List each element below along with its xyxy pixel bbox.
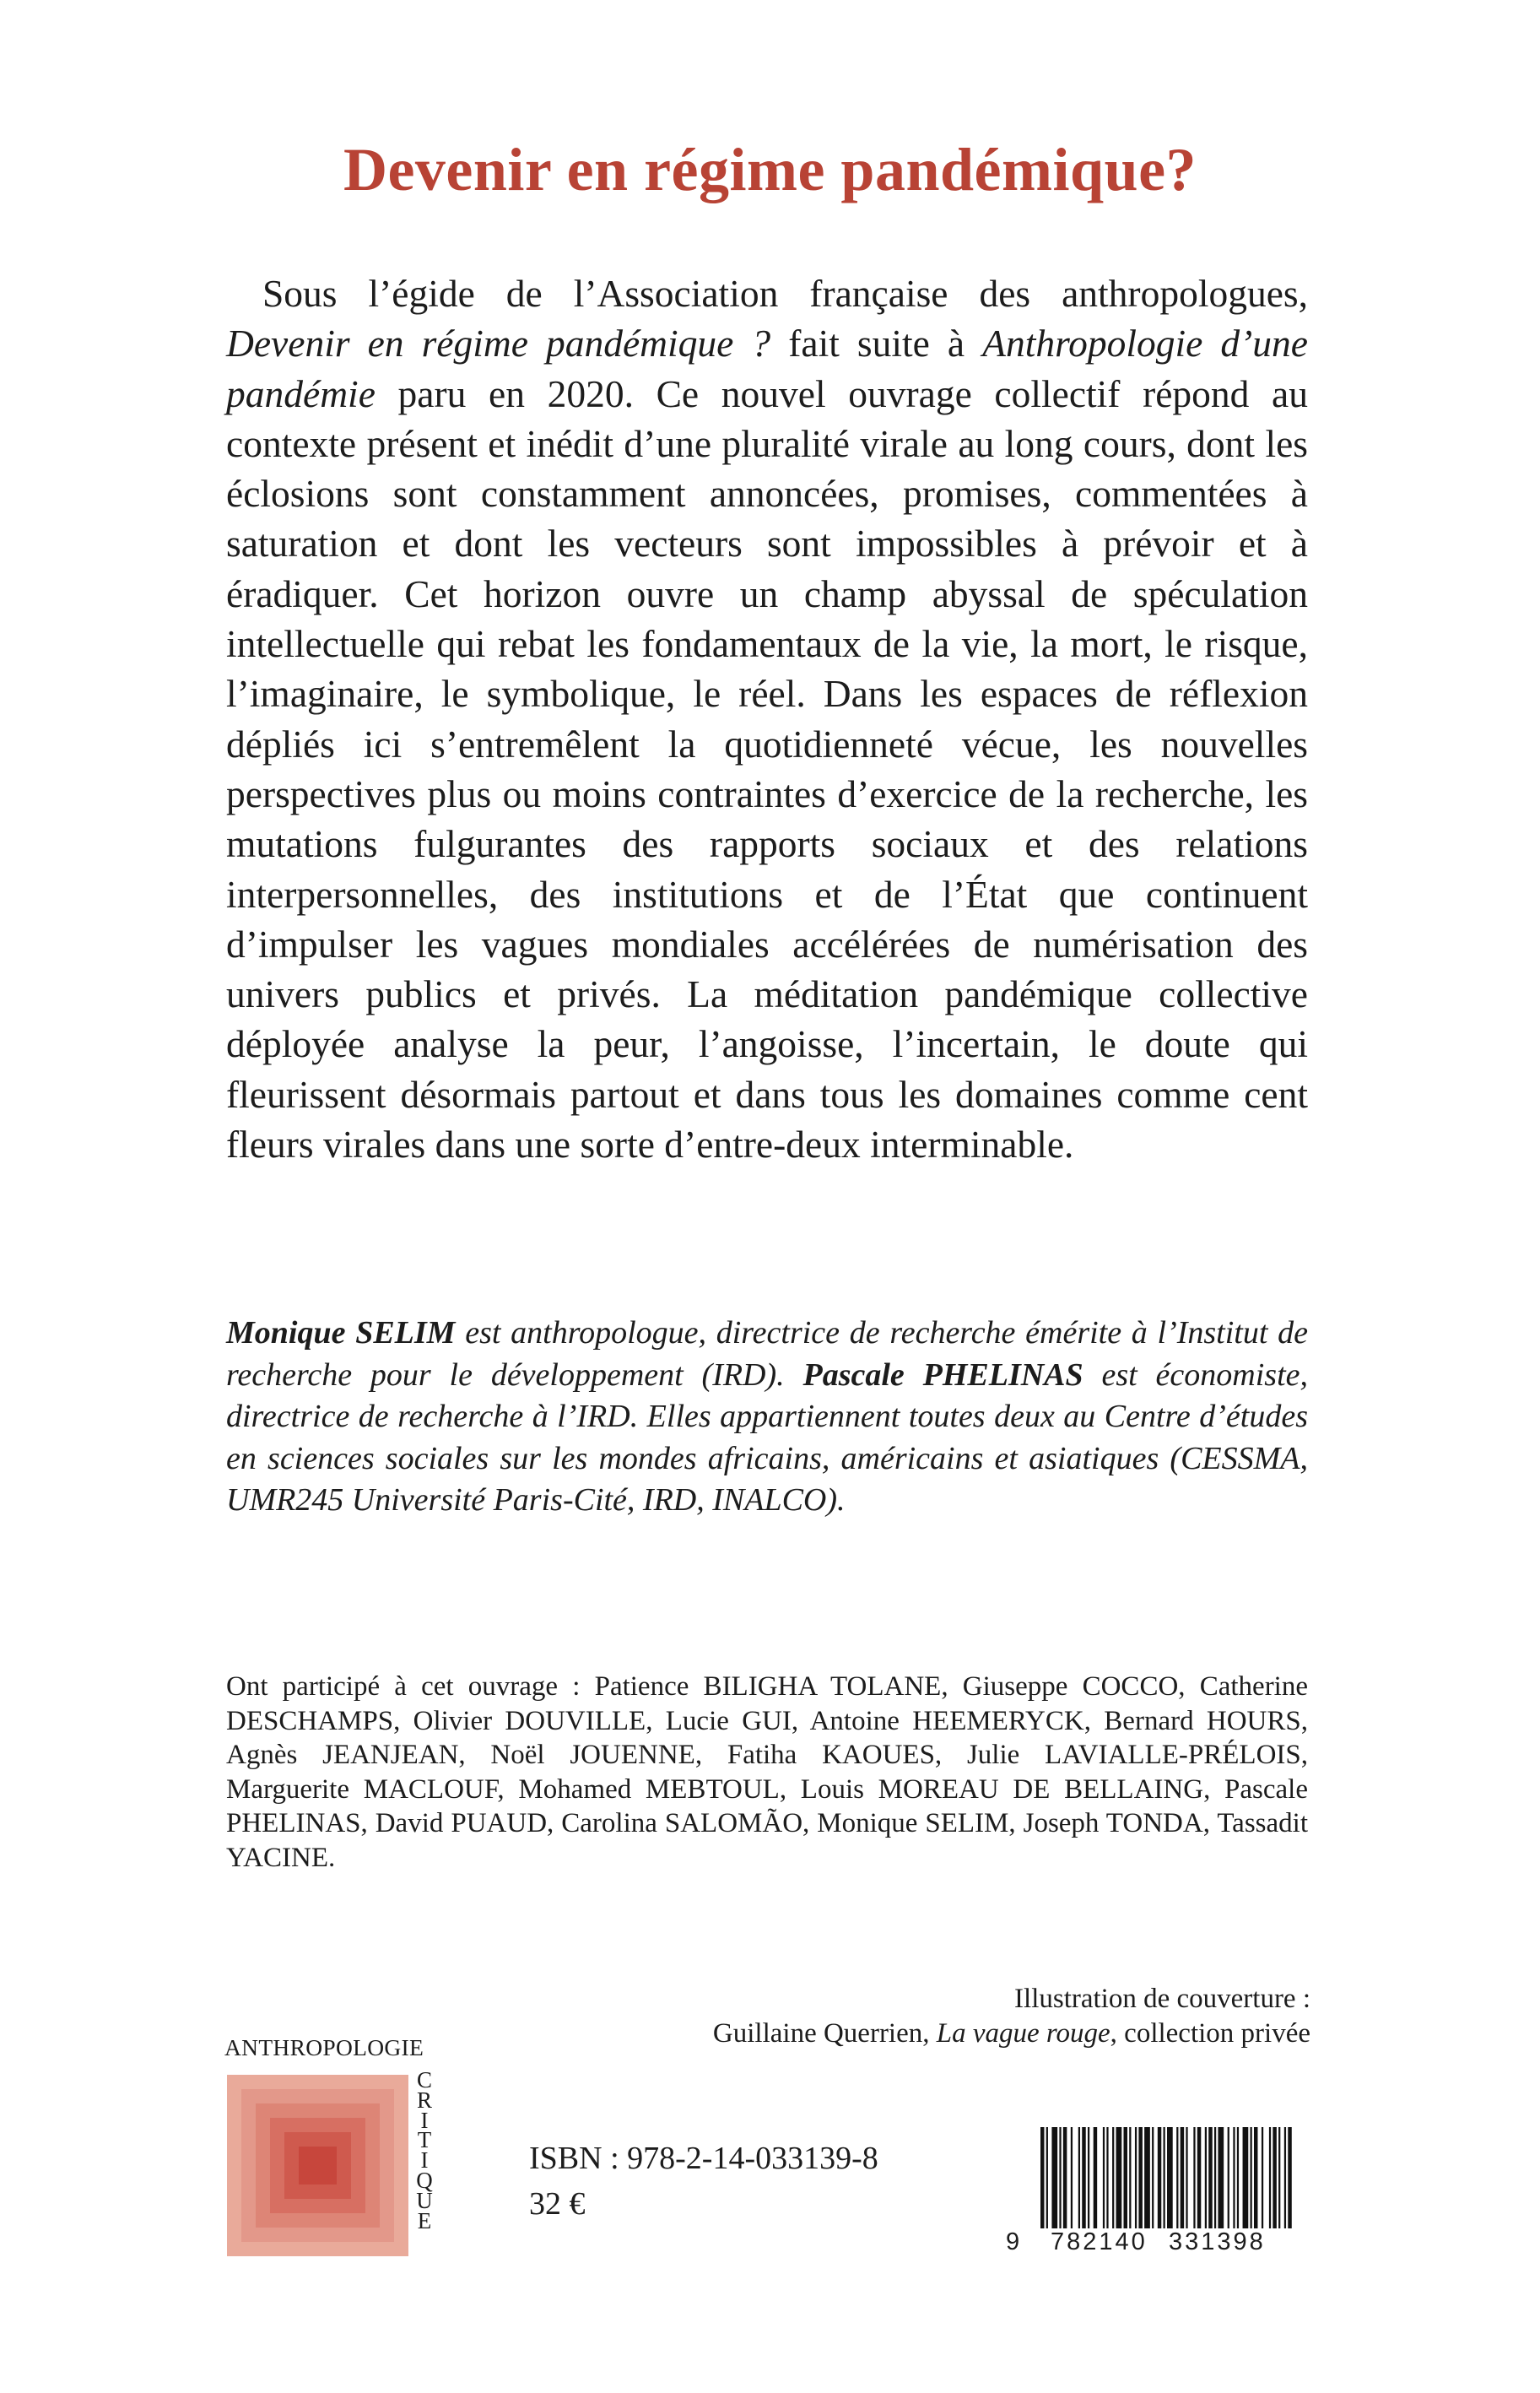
barcode-bar-18 (1138, 2127, 1142, 2228)
barcode-bar-24 (1176, 2127, 1178, 2228)
isbn-price-block (529, 2136, 878, 2227)
barcode-bar-31 (1214, 2127, 1216, 2228)
collection-label: ANTHROPOLOGIE (224, 2034, 424, 2060)
barcode-bar-37 (1251, 2127, 1252, 2228)
barcode-bar-34 (1233, 2127, 1235, 2228)
barcode (987, 2102, 1308, 2262)
author-bio-2: est économiste, directrice de recherche à l’IRD. Elles appartiennent toutes deux au Centre d’études en sciences sociales sur les mondes africains, américains et asiatiques (CESSMA, UMR245 Université Paris-Cité, IRD, INALCO). (226, 1356, 1309, 1518)
barcode-bar-21 (1158, 2127, 1161, 2228)
barcode-bar-1 (1040, 2127, 1044, 2228)
cover-illustration-credit (713, 1982, 1310, 2051)
critique-letter-3: I (420, 2107, 429, 2133)
barcode-bar-3 (1051, 2127, 1057, 2228)
barcode-bar-40 (1269, 2127, 1271, 2228)
barcode-bar-14 (1116, 2127, 1122, 2228)
price: 32 € (529, 2186, 586, 2222)
barcode-bar-44 (1288, 2127, 1291, 2228)
barcode-bar-22 (1164, 2127, 1165, 2228)
barcode-bar-11 (1103, 2127, 1105, 2228)
critique-letter-7: U (416, 2187, 433, 2213)
barcode-bar-13 (1112, 2127, 1114, 2228)
critique-letter-2: R (416, 2087, 432, 2113)
illustration-label: Illustration de couverture : (1014, 1984, 1310, 2014)
barcode-bar-17 (1135, 2127, 1137, 2228)
barcode-bar-28 (1197, 2127, 1201, 2228)
critique-letter-8: E (417, 2207, 432, 2233)
nested-squares-logo (227, 2075, 408, 2256)
barcode-bar-35 (1237, 2127, 1239, 2228)
blurb-text-3: paru en 2020. Ce nouvel ouvrage collectif répond au contexte présent et inédit d’une pluralité virale au long cours, dont les éclosions sont constamment annoncées, promises, commentées à saturation et dont les vecteurs sont impossibles à prévoir et à éradiquer. Cet horizon ouvre un champ abyssal de spéculation intellectuelle qui rebat les fondamentaux de la vie, la mort, le risque, l’imaginaire, le symbolique, le réel. Dans les espaces de réflexion dépliés ici s’entremêlent la quotidienneté vécue, les nouvelles perspectives plus ou moins contraintes d’exercice de la recherche, les mutations fulgurantes des rapports sociaux et des relations interpersonnelles, des institutions et de l’État que continuent d’impulser les vagues mondiales accélérées de numérisation des univers publics et privés. La méditation pandémique collective déployée analyse la peur, l’angoisse, l’incertain, le doute qui fleurissent désormais partout et dans tous les domaines comme cent fleurs virales dans une sorte d’entre-deux interminable. (226, 371, 1308, 1167)
critique-letter-5: I (420, 2147, 429, 2174)
barcode-bar-10 (1094, 2127, 1097, 2228)
barcode-lead-digit: 9 (1006, 2228, 1020, 2255)
blurb-text-2: fait suite à (770, 322, 983, 365)
barcode-bar-7 (1078, 2127, 1080, 2228)
barcode-bar-27 (1193, 2127, 1195, 2228)
barcode-left-digits: 782140 (1051, 2228, 1148, 2255)
barcode-bar-20 (1152, 2127, 1154, 2228)
barcode-right-digits: 331398 (1169, 2228, 1266, 2255)
isbn: ISBN : 978-2-14-033139-8 (529, 2141, 878, 2176)
barcode-bar-16 (1129, 2127, 1131, 2228)
author-name-1: Monique SELIM (226, 1315, 456, 1351)
critique-letter-4: T (417, 2127, 432, 2153)
blurb-text-1: Sous l’égide de l’Association française des anthropologues, (262, 272, 1308, 315)
barcode-bar-23 (1167, 2127, 1173, 2228)
book-title: Devenir en régime pandémique? (343, 136, 1197, 203)
illustration-credit-line (713, 2017, 1310, 2051)
barcode-bar-42 (1278, 2127, 1280, 2228)
author-bio-1: est anthropologue, directrice de recherche émérite à l’Institut de recherche pour le développement (IRD). (226, 1315, 1309, 1393)
barcode-bar-36 (1243, 2127, 1249, 2228)
barcode-bar-41 (1273, 2127, 1276, 2228)
barcode-bar-8 (1082, 2127, 1085, 2228)
illustration-work-title: La vague rouge (936, 2018, 1110, 2049)
illustration-artist: Guillaine Querrien, (712, 2018, 937, 2049)
illustration-collection: , collection privée (1110, 2018, 1310, 2049)
barcode-bar-6 (1071, 2127, 1073, 2228)
author-name-2: Pascale PHELINAS (802, 1356, 1083, 1393)
barcode-bar-12 (1106, 2127, 1108, 2228)
barcode-bars (1040, 2127, 1294, 2228)
barcode-bar-2 (1046, 2127, 1048, 2228)
critique-letter-1: C (416, 2067, 432, 2093)
barcode-bar-39 (1262, 2127, 1263, 2228)
barcode-bar-4 (1059, 2127, 1061, 2228)
collection-vertical-word (412, 2067, 437, 2233)
collection-logo (224, 2034, 444, 2262)
blurb-previous-title-italic: Anthropologie d’une pandémie (226, 322, 1308, 415)
barcode-bar-38 (1254, 2127, 1257, 2228)
blurb-title-italic: Devenir en régime pandémique ? (226, 322, 771, 365)
logo-square-6 (299, 2147, 337, 2185)
barcode-bar-19 (1144, 2127, 1150, 2228)
critique-letter-6: Q (416, 2167, 433, 2193)
barcode-bar-32 (1218, 2127, 1224, 2228)
barcode-bar-30 (1208, 2127, 1212, 2228)
barcode-bar-9 (1088, 2127, 1089, 2228)
book-blurb (226, 268, 1308, 1169)
barcode-bar-33 (1228, 2127, 1229, 2228)
contributors-list: Ont participé à cet ouvrage : Patience BILIGHA TOLANE, Giuseppe COCCO, Catherine DESCHAMPS, Olivier DOUVILLE, Lucie GUI, Antoine HEEMERYCK, Bernard HOURS, Agnès JEANJEAN, Noël JOUENNE, Fatiha KAOUES, Julie LAVIALLE-PRÉLOIS, Marguerite MACLOUF, Mohamed MEBTOUL, Louis MOREAU DE BELLAING, Pascale PHELINAS, David PUAUD, Carolina SALOMÃO, Monique SELIM, Joseph TONDA, Tassadit YACINE. (226, 1671, 1308, 1873)
barcode-bar-43 (1284, 2127, 1286, 2228)
barcode-bar-15 (1124, 2127, 1127, 2228)
barcode-bar-5 (1063, 2127, 1067, 2228)
authors-bio (226, 1313, 1308, 1522)
barcode-bar-26 (1186, 2127, 1187, 2228)
barcode-bar-29 (1205, 2127, 1207, 2228)
barcode-bar-25 (1181, 2127, 1184, 2228)
